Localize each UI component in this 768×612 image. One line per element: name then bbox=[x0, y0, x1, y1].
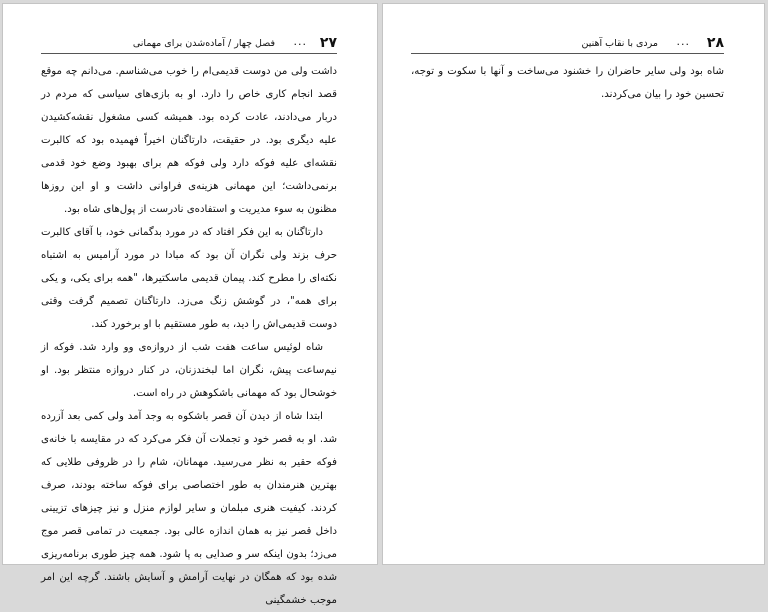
paragraph: دارتاگنان به این فکر افتاد که در مورد بدگمانی خود، با آقای کالبرت حرف بزند ولی نگران آن بود که مبادا در مورد آرامیس به اشتباه نکته‌ای را مطرح کند. پیمان قدیمی ماسکتیرها، "همه برای یکی، و یکی برای همه"، در گوشش زنگ می‌زد. دارتاگنان تصمیم گرفت وقتی دوست قدیمی‌اش را دید، به طور مستقیم با او برخورد کند. bbox=[41, 227, 337, 330]
right-page-body bbox=[411, 60, 724, 106]
left-page-header bbox=[41, 35, 337, 54]
right-page bbox=[383, 4, 764, 564]
running-title: فصل چهار / آماده‌شدن برای مهمانی bbox=[132, 38, 275, 49]
left-page bbox=[3, 4, 377, 606]
header-ellipsis: ... bbox=[293, 35, 307, 48]
running-title: مردی با نقاب آهنین bbox=[581, 38, 658, 49]
page-number: ۲۸ bbox=[706, 35, 724, 51]
page-number: ۲۷ bbox=[319, 35, 337, 51]
paragraph: شاه بود ولی سایر حاضران را خشنود می‌ساخت و آنها با سکوت و توجه، تحسین خود را بیان می‌کردند. bbox=[411, 66, 724, 100]
paragraph: داشت ولی من دوست قدیمی‌ام را خوب می‌شناسم. می‌دانم چه موقع قصد انجام کاری خاص را دارد. او به بازی‌های سیاسی که مردم در دربار می‌دادند، عادت کرده بود. همیشه کسی مشغول نقشه‌کشیدن علیه دیگری بود. در حقیقت، دارتاگنان اخیراً فهمیده بود که کالبرت نقشه‌ای علیه فوکه دارد ولی فوکه هم برای بهبود وضع خود قدمی برنمی‌داشت؛ این مهمانی هزینه‌ی فراوانی داشت و او این روزها مظنون به سوء مدیریت و استفاده‌ی نادرست از پول‌های شاه بود. bbox=[41, 66, 337, 215]
left-page-body bbox=[41, 60, 337, 612]
paragraph: ابتدا شاه از دیدن آن قصر باشکوه به وجد آمد ولی کمی بعد آزرده شد. او به قصر خود و تجملات آن فکر می‌کرد که در مقایسه با خانه‌ی فوکه حقیر به نظر می‌رسید. مهمانان، شام را در ظروفی طلایی که بهترین هنرمندان به طور اختصاصی برای فوکه ساخته بودند، صرف کردند. کیفیت هنری مبلمان و سایر لوازم منزل و نیز چیزهای تزیینی داخل قصر نیز به همان اندازه عالی بود. جمعیت در تمامی قصر موج می‌زد؛ بدون اینکه سر و صدایی به پا شود. همه چیز طوری برنامه‌ریزی شده بود که همگان در نهایت آرامش و آسایش باشند. گرچه این امر موجب خشمگینی bbox=[41, 411, 337, 606]
header-ellipsis: ... bbox=[676, 35, 690, 48]
right-page-header bbox=[411, 35, 724, 54]
paragraph: شاه لوئیس ساعت هفت شب از دروازه‌ی وو وارد شد. فوکه از نیم‌ساعت پیش، نگران اما لبخندزنان، در کنار دروازه منتظر بود. او خوشحال بود که مهمانی باشکوهش در راه است. bbox=[41, 342, 337, 399]
